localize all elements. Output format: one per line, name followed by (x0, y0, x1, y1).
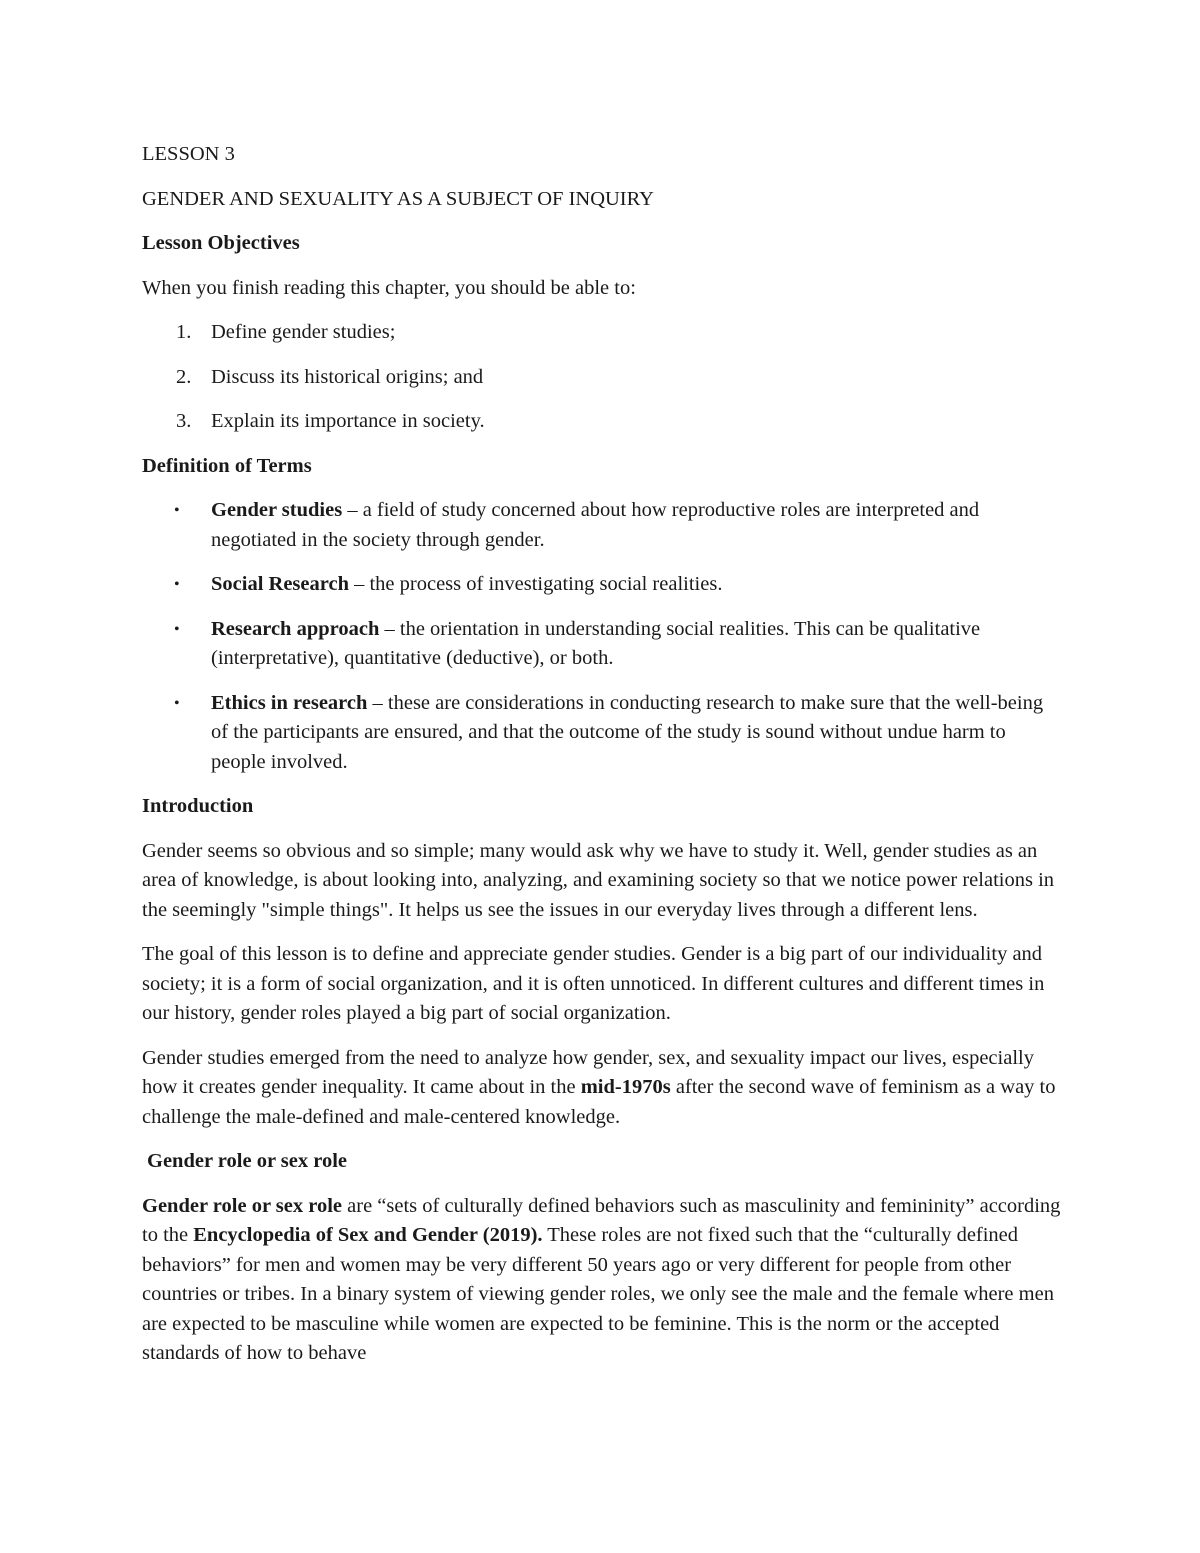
objective-item (142, 318, 1062, 348)
definition-item (142, 570, 1062, 600)
paragraph-text: These roles are not fixed such that the “culturally defined behaviors” for men and women may be very different 50 years ago or very different for people from other countries or tribes. In a binary system of viewing gender roles, we only see the male and the female where men are expected to be masculine while women are expected to be feminine. This is the norm or the accepted standards of how to behave (142, 1224, 1054, 1364)
definitions-list (142, 496, 1062, 777)
lesson-title: GENDER AND SEXUALITY AS A SUBJECT OF INQUIRY (142, 187, 654, 210)
document-page (142, 140, 1062, 1384)
definition-text: – the orientation in understanding social realities. This can be qualitative (interpretative), quantitative (deductive), or both. (211, 617, 981, 669)
paragraph-text: Gender studies emerged from the need to analyze how gender, sex, and sexuality impact our lives, especially how it creates gender inequality. It came about in the (142, 1046, 1034, 1098)
objectives-heading: Lesson Objectives (142, 232, 300, 254)
definition-term: Ethics in research (211, 691, 368, 714)
bullet-icon: • (174, 694, 180, 712)
objective-text: Discuss its historical origins; and (211, 365, 484, 388)
bullet-icon: • (174, 576, 180, 593)
introduction-paragraph-1: Gender seems so obvious and so simple; many would ask why we have to study it. Well, gender studies as an area of knowledge, is about looking into, analyzing, and examining society so that we notice power relations in the seemingly "simple things". It helps us see the issues in our everyday lives through a different lens. (142, 839, 1055, 921)
definition-text: – the process of investigating social realities. (348, 573, 723, 595)
gender-role-term: Gender role or sex role (142, 1194, 343, 1217)
bullet-icon: • (174, 502, 180, 519)
introduction-heading: Introduction (142, 795, 254, 817)
objective-number: 1. (176, 321, 192, 343)
source-citation: Encyclopedia of Sex and Gender (2019). (193, 1224, 543, 1246)
objective-text: Explain its importance in society. (211, 410, 485, 432)
paragraph-text: are “sets of culturally defined behaviors such as masculinity and femininity” according to the (142, 1194, 1061, 1246)
definition-item (142, 615, 1062, 674)
objective-number: 2. (176, 365, 192, 388)
paragraph-text: after the second wave of feminism as a way to challenge the male-defined and male-centered knowledge. (142, 1076, 1056, 1128)
objective-number: 3. (176, 410, 192, 432)
objective-item (142, 407, 1062, 437)
objectives-list (142, 318, 1062, 437)
definition-item (142, 689, 1062, 778)
objectives-intro: When you finish reading this chapter, you should be able to: (142, 276, 636, 299)
definition-item (142, 496, 1062, 555)
lesson-label: LESSON 3 (142, 143, 235, 165)
gender-role-heading: Gender role or sex role (147, 1150, 348, 1172)
introduction-paragraph-2: The goal of this lesson is to define and appreciate gender studies. Gender is a big part of our individuality and society; it is a form of social organization, and it is often unnoticed. In different cultures and different times in our history, gender roles played a big part of social organization. (142, 943, 1045, 1024)
definition-term: Social Research (211, 573, 349, 595)
definition-term: Gender studies (211, 499, 343, 521)
bullet-icon: • (174, 620, 180, 638)
definition-term: Research approach (211, 617, 380, 640)
definitions-heading: Definition of Terms (142, 454, 312, 477)
objective-text: Define gender studies; (211, 321, 396, 343)
introduction-paragraph-3 (142, 1044, 1062, 1133)
objective-item (142, 363, 1062, 393)
gender-role-paragraph (142, 1192, 1062, 1369)
emphasis-date: mid-1970s (580, 1076, 671, 1098)
definition-text: – these are considerations in conducting research to make sure that the well-being of the participants are ensured, and that the outcome of the study is sound without undue harm to people involved. (211, 691, 1044, 773)
definition-text: – a field of study concerned about how reproductive roles are interpreted and negotiated in the society through gender. (211, 499, 980, 551)
